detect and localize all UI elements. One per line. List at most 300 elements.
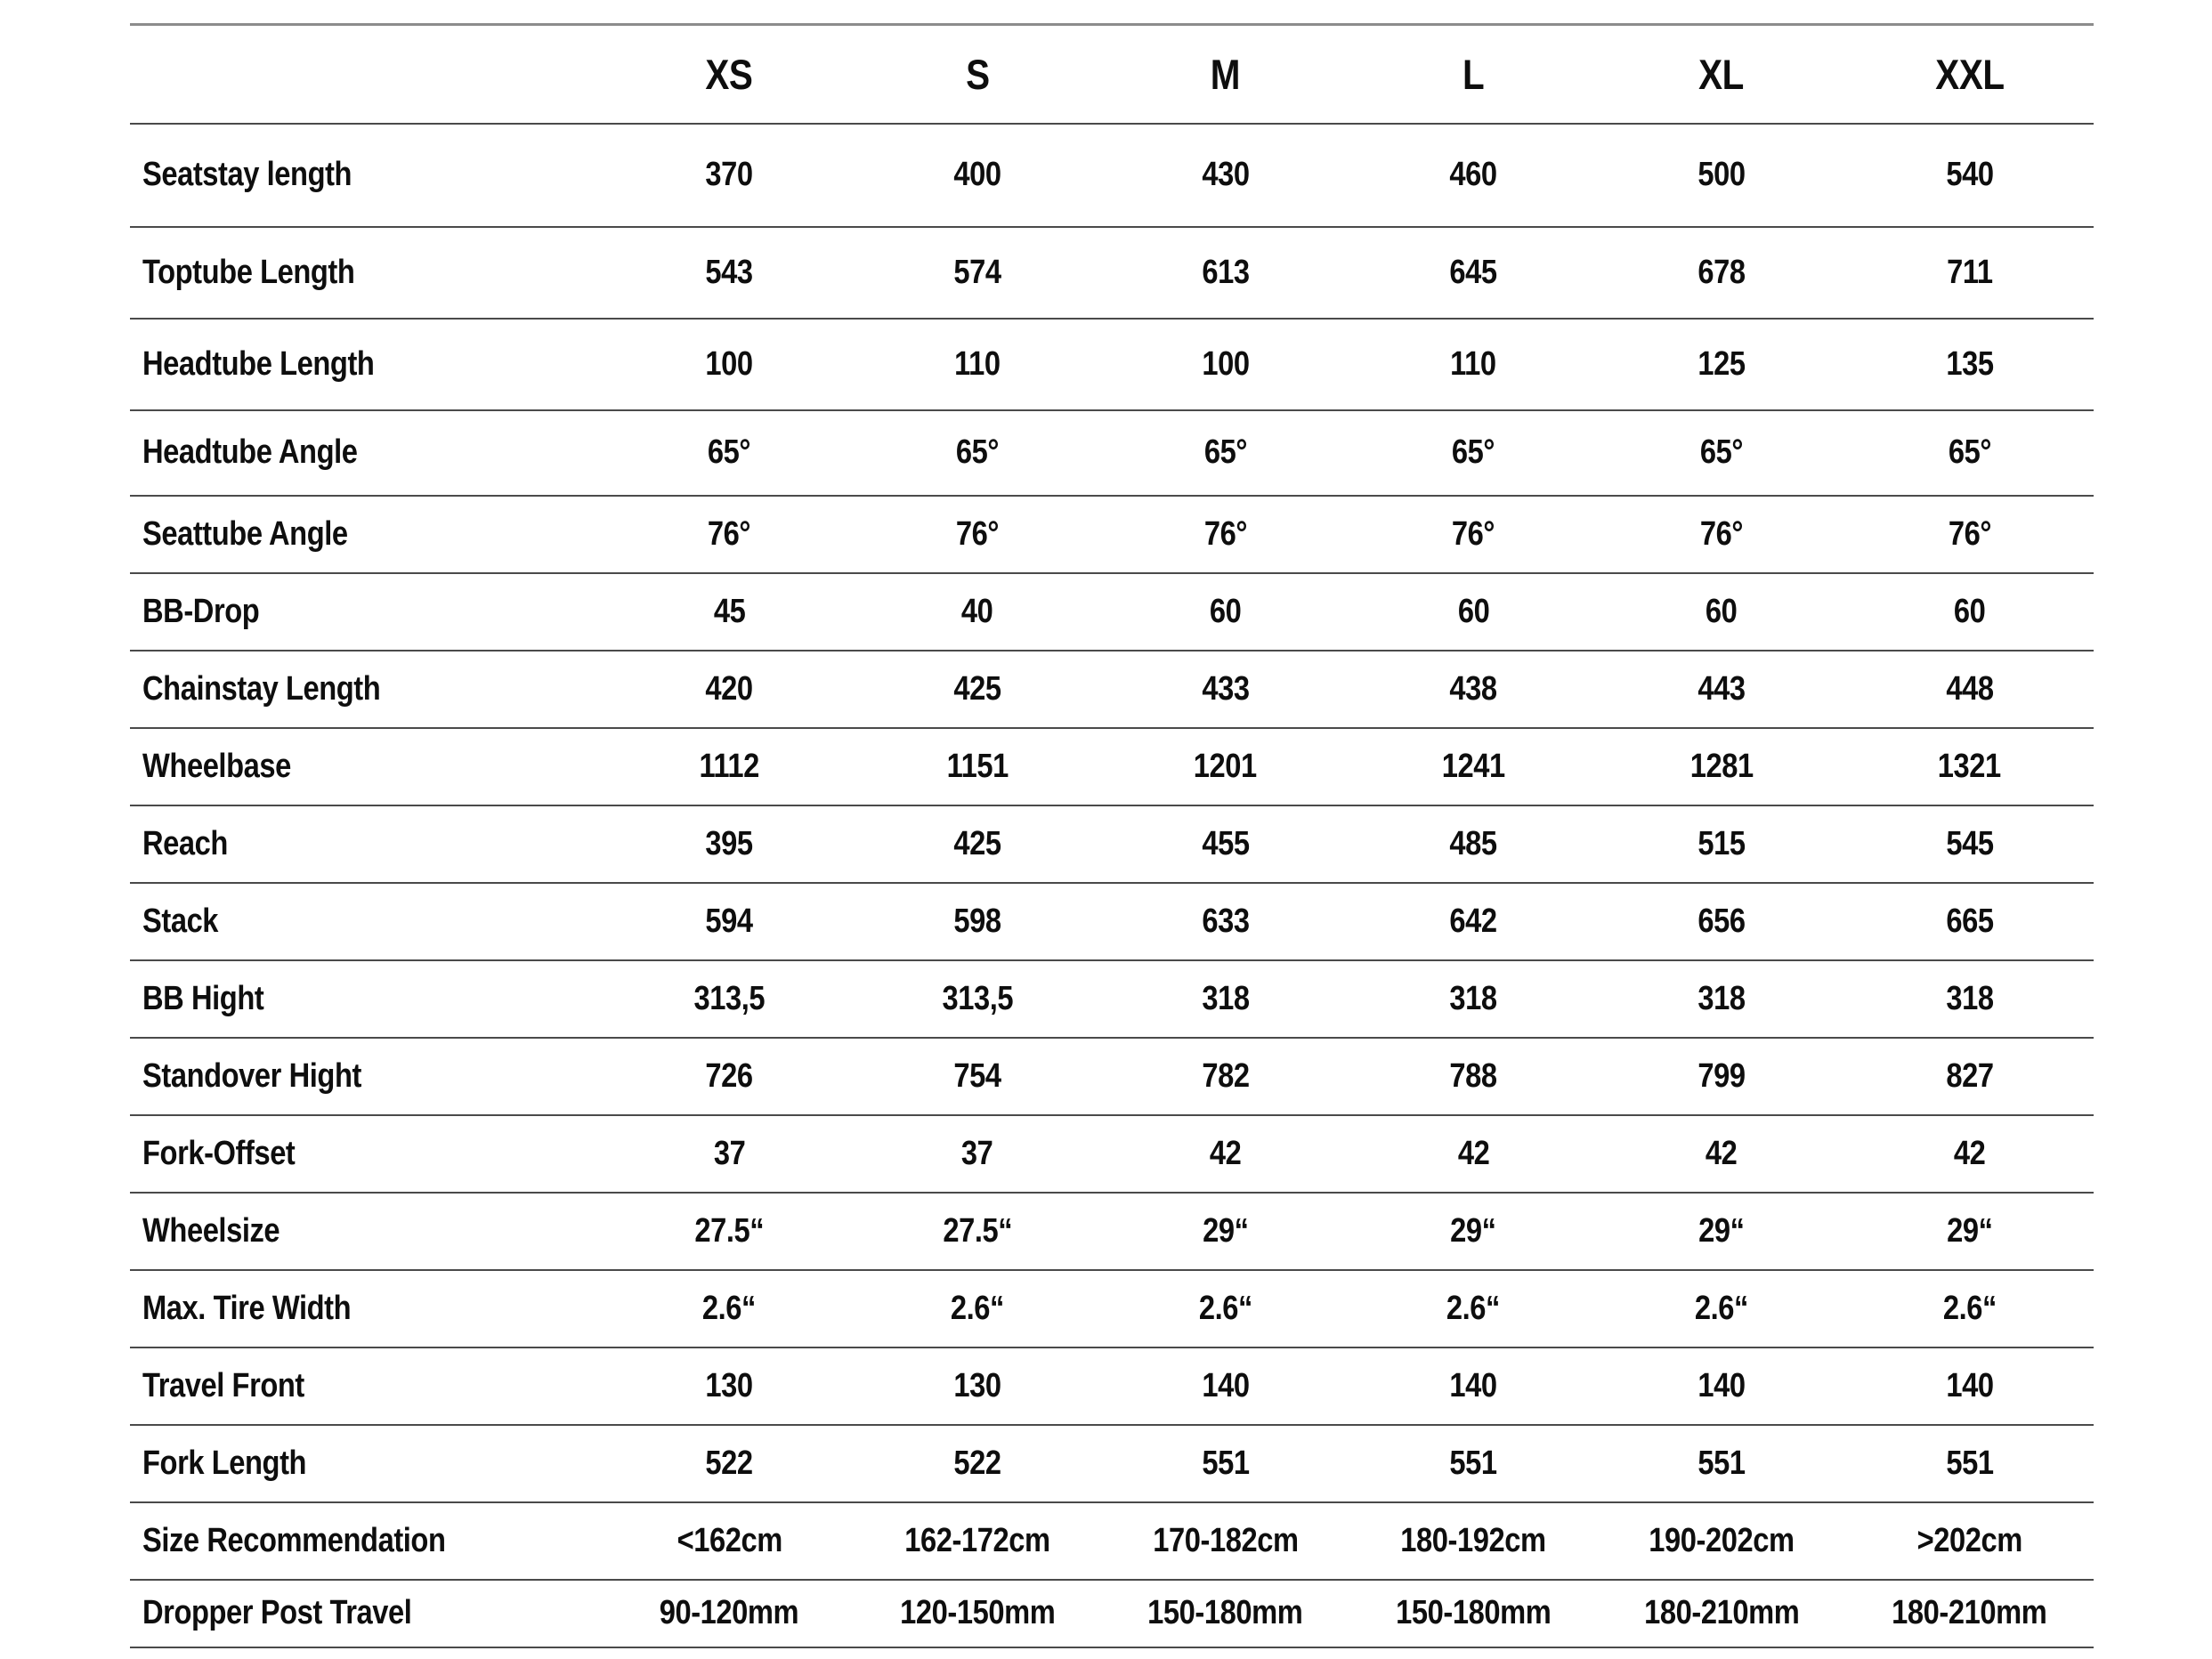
cell-value: 318 [1202, 979, 1250, 1017]
value-cell [854, 728, 1102, 805]
cell-value: 551 [1202, 1444, 1250, 1482]
row-label: Fork Length [142, 1444, 307, 1482]
cell-value: 438 [1449, 669, 1497, 708]
row-label: BB Hight [142, 979, 264, 1017]
table-row-size-recommendation [130, 1502, 2094, 1580]
value-cell [1349, 1270, 1598, 1347]
value-cell [1845, 227, 2094, 319]
value-cell [854, 496, 1102, 573]
value-cell [854, 805, 1102, 883]
row-label: Fork-Offset [142, 1134, 296, 1172]
table-row-fork-offset [130, 1115, 2094, 1193]
cell-value: 433 [1202, 669, 1250, 708]
cell-value: 29“ [1698, 1211, 1745, 1250]
value-cell [1349, 1502, 1598, 1580]
cell-value: 598 [953, 902, 1001, 940]
value-cell [1598, 227, 1846, 319]
table-row-chainstay-length [130, 651, 2094, 728]
cell-value: 551 [1946, 1444, 1994, 1482]
cell-value: 633 [1202, 902, 1250, 940]
value-cell [854, 410, 1102, 496]
value-cell [854, 1580, 1102, 1647]
row-label-cell [130, 1425, 605, 1502]
value-cell [605, 227, 854, 319]
value-cell [1598, 1115, 1846, 1193]
cell-value: 29“ [1450, 1211, 1497, 1250]
value-cell [1598, 319, 1846, 410]
cell-value: 613 [1202, 253, 1250, 291]
cell-value: 140 [1449, 1366, 1497, 1404]
table-row-headtube-length [130, 319, 2094, 410]
cell-value: 42 [1209, 1134, 1242, 1172]
column-header-label: XS [705, 50, 753, 98]
cell-value: 42 [1457, 1134, 1490, 1172]
cell-value: 642 [1449, 902, 1497, 940]
cell-value: 594 [705, 902, 753, 940]
bike-geometry-table [130, 23, 2094, 1648]
cell-value: 42 [1953, 1134, 1986, 1172]
value-cell [1845, 960, 2094, 1038]
table-row-toptube-length [130, 227, 2094, 319]
cell-value: 522 [953, 1444, 1001, 1482]
value-cell [605, 1425, 854, 1502]
cell-value: 29“ [1202, 1211, 1249, 1250]
value-cell [605, 496, 854, 573]
cell-value: 180-210mm [1643, 1594, 1800, 1631]
row-label-cell [130, 728, 605, 805]
cell-value: 318 [1946, 979, 1994, 1017]
column-header-m [1101, 25, 1349, 124]
cell-value: 135 [1946, 344, 1994, 383]
value-cell [1598, 1502, 1846, 1580]
value-cell [1598, 728, 1846, 805]
value-cell [1349, 496, 1598, 573]
value-cell [1101, 651, 1349, 728]
row-label: Max. Tire Width [142, 1289, 352, 1327]
cell-value: 395 [705, 824, 753, 862]
table-row-headtube-angle [130, 410, 2094, 496]
value-cell [605, 1115, 854, 1193]
value-cell [1598, 805, 1846, 883]
column-header-s [854, 25, 1102, 124]
value-cell [1598, 1347, 1846, 1425]
cell-value: 29“ [1946, 1211, 1993, 1250]
cell-value: 455 [1202, 824, 1250, 862]
value-cell [1101, 573, 1349, 651]
value-cell [854, 1193, 1102, 1270]
cell-value: 40 [961, 592, 993, 630]
row-label: BB-Drop [142, 592, 260, 630]
cell-value: 65° [1452, 433, 1495, 471]
row-label: Stack [142, 902, 219, 940]
value-cell [854, 1347, 1102, 1425]
row-label: Dropper Post Travel [142, 1594, 412, 1631]
value-cell [605, 1502, 854, 1580]
value-cell [605, 1193, 854, 1270]
row-label-cell [130, 1502, 605, 1580]
row-label-cell [130, 319, 605, 410]
value-cell [1598, 651, 1846, 728]
value-cell [1101, 1347, 1349, 1425]
cell-value: 500 [1697, 156, 1746, 193]
value-cell [1101, 883, 1349, 960]
cell-value: 45 [713, 592, 746, 630]
row-label-cell [130, 410, 605, 496]
cell-value: 313,5 [693, 979, 766, 1017]
cell-value: 443 [1697, 669, 1746, 708]
table-row-seatstay-length [130, 124, 2094, 227]
cell-value: 37 [713, 1134, 746, 1172]
header-empty-cell [130, 25, 605, 124]
row-label: Size Recommendation [142, 1521, 446, 1559]
value-cell [854, 227, 1102, 319]
value-cell [605, 883, 854, 960]
column-header-label: XL [1698, 50, 1745, 98]
value-cell [1845, 1193, 2094, 1270]
row-label-cell [130, 124, 605, 227]
cell-value: 574 [953, 253, 1001, 291]
value-cell [1101, 728, 1349, 805]
cell-value: 799 [1697, 1056, 1746, 1095]
table-row-bb-hight [130, 960, 2094, 1038]
value-cell [1845, 728, 2094, 805]
cell-value: 180-192cm [1400, 1521, 1546, 1559]
cell-value: 515 [1697, 824, 1746, 862]
cell-value: 76° [708, 514, 751, 553]
cell-value: 551 [1697, 1444, 1746, 1482]
column-header-xl [1598, 25, 1846, 124]
cell-value: 400 [953, 156, 1001, 193]
value-cell [1349, 124, 1598, 227]
value-cell [1349, 1425, 1598, 1502]
row-label: Wheelbase [142, 747, 291, 785]
value-cell [605, 410, 854, 496]
value-cell [1349, 1347, 1598, 1425]
value-cell [1101, 410, 1349, 496]
value-cell [605, 651, 854, 728]
cell-value: 645 [1449, 253, 1497, 291]
value-cell [1101, 1425, 1349, 1502]
cell-value: 42 [1706, 1134, 1738, 1172]
cell-value: 2.6“ [1446, 1289, 1501, 1327]
value-cell [1349, 883, 1598, 960]
row-label-cell [130, 1580, 605, 1647]
value-cell [854, 883, 1102, 960]
row-label: Wheelsize [142, 1211, 280, 1250]
value-cell [1598, 573, 1846, 651]
cell-value: 1112 [699, 747, 760, 785]
cell-value: 100 [705, 344, 753, 383]
value-cell [854, 1425, 1102, 1502]
value-cell [854, 960, 1102, 1038]
table-row-dropper-post-travel [130, 1580, 2094, 1647]
value-cell [1845, 1580, 2094, 1647]
value-cell [1101, 1038, 1349, 1115]
table-row-reach [130, 805, 2094, 883]
value-cell [854, 1038, 1102, 1115]
cell-value: 190-202cm [1649, 1521, 1795, 1559]
cell-value: 60 [1209, 592, 1242, 630]
cell-value: 27.5“ [694, 1211, 765, 1250]
cell-value: 460 [1449, 156, 1497, 193]
row-label: Seattube Angle [142, 514, 348, 553]
value-cell [854, 1115, 1102, 1193]
value-cell [1845, 1425, 2094, 1502]
column-header-label: XXL [1934, 50, 2005, 98]
cell-value: 125 [1697, 344, 1746, 383]
value-cell [1349, 1580, 1598, 1647]
value-cell [605, 960, 854, 1038]
cell-value: 65° [1948, 433, 1991, 471]
cell-value: 76° [1203, 514, 1247, 553]
cell-value: 425 [953, 669, 1001, 708]
value-cell [1101, 319, 1349, 410]
cell-value: 76° [1452, 514, 1495, 553]
table-row-stack [130, 883, 2094, 960]
value-cell [1101, 496, 1349, 573]
cell-value: 170-182cm [1152, 1521, 1299, 1559]
row-label-cell [130, 227, 605, 319]
value-cell [1845, 410, 2094, 496]
value-cell [1349, 410, 1598, 496]
value-cell [1101, 124, 1349, 227]
cell-value: 162-172cm [904, 1521, 1050, 1559]
value-cell [1101, 1115, 1349, 1193]
column-header-xxl [1845, 25, 2094, 124]
value-cell [605, 728, 854, 805]
cell-value: 782 [1202, 1056, 1250, 1095]
value-cell [1598, 410, 1846, 496]
cell-value: 130 [705, 1366, 753, 1404]
value-cell [1598, 883, 1846, 960]
cell-value: 60 [1457, 592, 1490, 630]
table-row-wheelsize [130, 1193, 2094, 1270]
value-cell [1349, 805, 1598, 883]
row-label: Headtube Length [142, 344, 375, 383]
cell-value: 130 [953, 1366, 1001, 1404]
value-cell [1845, 1038, 2094, 1115]
column-header-xs [605, 25, 854, 124]
value-cell [1349, 651, 1598, 728]
cell-value: 37 [961, 1134, 993, 1172]
row-label-cell [130, 1270, 605, 1347]
value-cell [1101, 1580, 1349, 1647]
value-cell [1845, 651, 2094, 728]
value-cell [1101, 1502, 1349, 1580]
cell-value: 540 [1946, 156, 1994, 193]
value-cell [1598, 1193, 1846, 1270]
value-cell [1101, 805, 1349, 883]
cell-value: 420 [705, 669, 753, 708]
value-cell [1598, 496, 1846, 573]
table-body [130, 124, 2094, 1647]
cell-value: 1201 [1194, 747, 1258, 785]
value-cell [1598, 124, 1846, 227]
value-cell [1349, 1193, 1598, 1270]
cell-value: 318 [1697, 979, 1746, 1017]
table-row-bb-drop [130, 573, 2094, 651]
cell-value: 551 [1449, 1444, 1497, 1482]
cell-value: 522 [705, 1444, 753, 1482]
value-cell [1845, 1347, 2094, 1425]
cell-value: >202cm [1916, 1521, 2022, 1559]
value-cell [1349, 960, 1598, 1038]
cell-value: 65° [955, 433, 1000, 471]
cell-value: 90-120mm [660, 1594, 799, 1631]
row-label-cell [130, 805, 605, 883]
cell-value: 1281 [1689, 747, 1754, 785]
value-cell [605, 1347, 854, 1425]
cell-value: 65° [708, 433, 751, 471]
value-cell [1349, 573, 1598, 651]
cell-value: 140 [1697, 1366, 1746, 1404]
value-cell [1598, 1425, 1846, 1502]
row-label: Seatstay length [142, 156, 352, 193]
value-cell [854, 573, 1102, 651]
cell-value: 656 [1697, 902, 1746, 940]
value-cell [1101, 227, 1349, 319]
column-header-label: M [1211, 50, 1241, 98]
value-cell [1598, 1270, 1846, 1347]
value-cell [854, 1270, 1102, 1347]
cell-value: 313,5 [942, 979, 1013, 1017]
row-label-cell [130, 1038, 605, 1115]
cell-value: 2.6“ [1942, 1289, 1997, 1327]
cell-value: 76° [1699, 514, 1744, 553]
row-label-cell [130, 1193, 605, 1270]
cell-value: 150-180mm [1147, 1594, 1303, 1631]
cell-value: 150-180mm [1396, 1594, 1552, 1631]
value-cell [1101, 1270, 1349, 1347]
row-label-cell [130, 651, 605, 728]
cell-value: 100 [1202, 344, 1250, 383]
value-cell [605, 1580, 854, 1647]
row-label: Toptube Length [142, 253, 355, 291]
cell-value: 76° [1948, 514, 1991, 553]
cell-value: 2.6“ [1694, 1289, 1748, 1327]
cell-value: 430 [1202, 156, 1250, 193]
cell-value: 448 [1946, 669, 1994, 708]
cell-value: 120-150mm [899, 1594, 1056, 1631]
value-cell [1598, 960, 1846, 1038]
cell-value: 485 [1449, 824, 1497, 862]
table-row-max-tire-width [130, 1270, 2094, 1347]
cell-value: 65° [1203, 433, 1247, 471]
value-cell [854, 651, 1102, 728]
cell-value: 754 [953, 1056, 1001, 1095]
cell-value: 370 [705, 156, 753, 193]
row-label: Headtube Angle [142, 433, 358, 471]
table-row-seattube-angle [130, 496, 2094, 573]
cell-value: 2.6“ [950, 1289, 1005, 1327]
value-cell [854, 124, 1102, 227]
cell-value: 543 [705, 253, 753, 291]
value-cell [854, 1502, 1102, 1580]
cell-value: 1151 [946, 747, 1009, 785]
table-row-wheelbase [130, 728, 2094, 805]
value-cell [605, 124, 854, 227]
value-cell [1845, 1270, 2094, 1347]
value-cell [1349, 1038, 1598, 1115]
cell-value: 1321 [1938, 747, 2002, 785]
value-cell [1845, 124, 2094, 227]
row-label-cell [130, 573, 605, 651]
value-cell [1598, 1038, 1846, 1115]
cell-value: 788 [1449, 1056, 1497, 1095]
cell-value: 60 [1706, 592, 1738, 630]
cell-value: 425 [953, 824, 1001, 862]
cell-value: 678 [1697, 253, 1746, 291]
row-label-cell [130, 496, 605, 573]
row-label: Chainstay Length [142, 669, 381, 708]
cell-value: 110 [1450, 344, 1497, 383]
cell-value: 545 [1946, 824, 1994, 862]
value-cell [1845, 496, 2094, 573]
row-label: Reach [142, 824, 228, 862]
value-cell [1349, 319, 1598, 410]
column-header-label: L [1463, 50, 1485, 98]
cell-value: <162cm [677, 1521, 782, 1559]
value-cell [1349, 227, 1598, 319]
column-header-label: S [965, 50, 990, 98]
table-row-travel-front [130, 1347, 2094, 1425]
row-label-cell [130, 960, 605, 1038]
cell-value: 76° [955, 514, 1000, 553]
value-cell [1349, 1115, 1598, 1193]
cell-value: 827 [1946, 1056, 1994, 1095]
row-label-cell [130, 883, 605, 960]
value-cell [1845, 319, 2094, 410]
value-cell [1845, 1115, 2094, 1193]
cell-value: 110 [954, 344, 1001, 383]
column-header-l [1349, 25, 1598, 124]
cell-value: 140 [1202, 1366, 1250, 1404]
value-cell [605, 805, 854, 883]
value-cell [1349, 728, 1598, 805]
cell-value: 318 [1449, 979, 1497, 1017]
row-label-cell [130, 1115, 605, 1193]
cell-value: 140 [1946, 1366, 1994, 1404]
value-cell [1845, 573, 2094, 651]
row-label: Standover Hight [142, 1056, 361, 1095]
value-cell [605, 1038, 854, 1115]
header-row [130, 25, 2094, 124]
cell-value: 726 [705, 1056, 753, 1095]
cell-value: 65° [1699, 433, 1744, 471]
value-cell [1845, 883, 2094, 960]
table-header [130, 25, 2094, 124]
cell-value: 1241 [1441, 747, 1505, 785]
value-cell [1598, 1580, 1846, 1647]
value-cell [1101, 1193, 1349, 1270]
row-label-cell [130, 1347, 605, 1425]
cell-value: 60 [1953, 592, 1986, 630]
cell-value: 2.6“ [1198, 1289, 1252, 1327]
cell-value: 711 [1946, 253, 1993, 291]
value-cell [605, 319, 854, 410]
cell-value: 665 [1946, 902, 1994, 940]
table-row-standover-hight [130, 1038, 2094, 1115]
value-cell [605, 1270, 854, 1347]
table-row-fork-length [130, 1425, 2094, 1502]
row-label: Travel Front [142, 1366, 304, 1404]
cell-value: 180-210mm [1892, 1594, 2047, 1631]
cell-value: 2.6“ [702, 1289, 757, 1327]
value-cell [1845, 805, 2094, 883]
value-cell [1845, 1502, 2094, 1580]
value-cell [1101, 960, 1349, 1038]
value-cell [854, 319, 1102, 410]
